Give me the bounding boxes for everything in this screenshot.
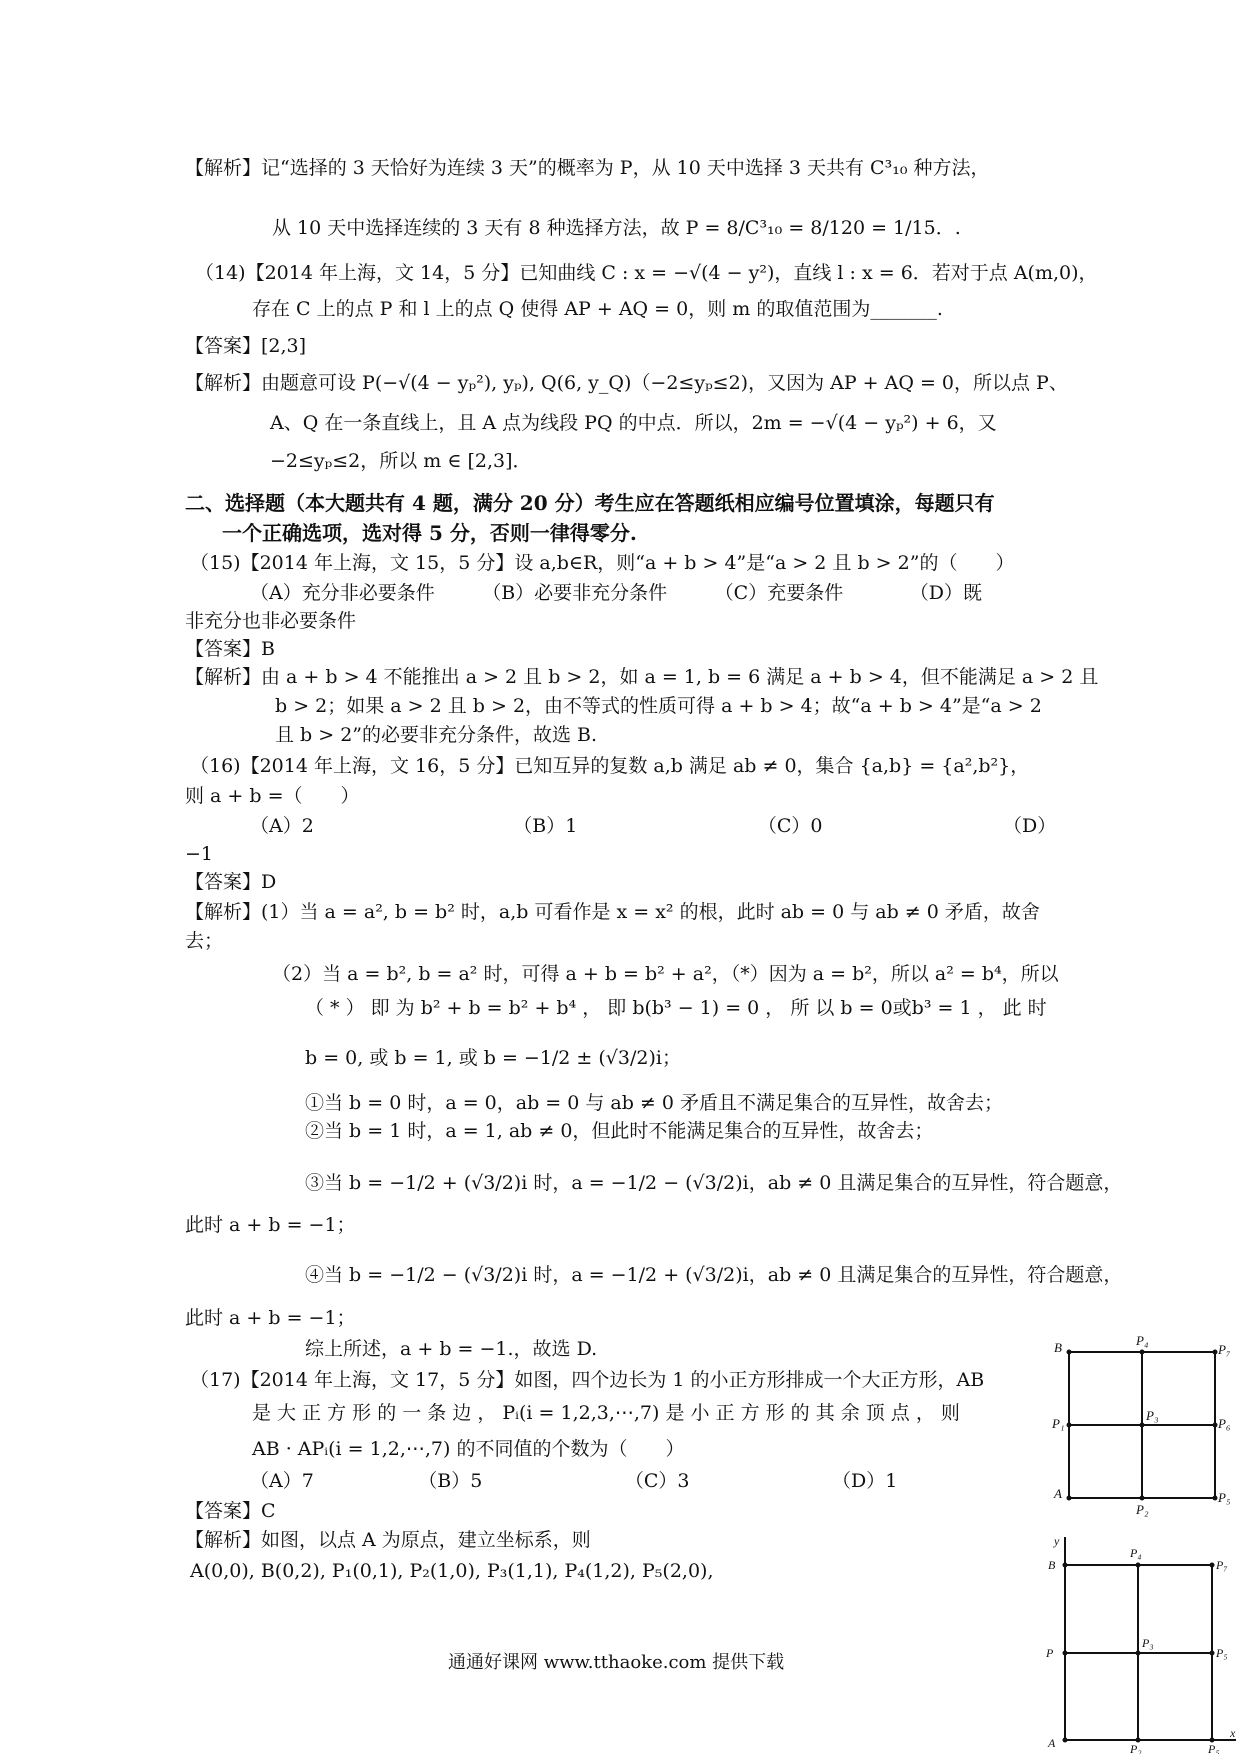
- text-line: 二、选择题（本大题共有 4 题，满分 20 分）考生应在答题纸相应编号位置填涂，每题只有: [185, 491, 995, 515]
- text-line: 【解析】由 a + b > 4 不能推出 a > 2 且 b > 2，如 a = 1, b = 6 满足 a + b > 4，但不能满足 a > 2 且: [185, 666, 1099, 688]
- page-footer: 通通好课网 www.tthaoke.com 提供下载: [448, 1652, 785, 1673]
- text-line: 【答案】C: [185, 1500, 276, 1522]
- text-line: 非充分也非必要条件: [185, 610, 357, 632]
- text-line: 此时 a + b = −1；: [185, 1307, 356, 1329]
- fig2-label-p: P: [1046, 1646, 1054, 1660]
- fig1-label-p4: P₄: [1136, 1333, 1149, 1348]
- fig1-label-p2: P₂: [1136, 1502, 1149, 1517]
- fig1-label-a: A: [1054, 1486, 1062, 1501]
- fig2-label-a: A: [1048, 1736, 1056, 1750]
- text-line: 去；: [185, 930, 224, 952]
- text-line: （A）2 （B）1 （C）0 （D）: [250, 815, 1057, 837]
- text-line: 【解析】记“选择的 3 天恰好为连续 3 天”的概率为 P，从 10 天中选择 3 天共有 C³₁₀ 种方法，: [185, 157, 990, 179]
- text-line: （A）7 （B）5 （C）3 （D）1: [250, 1470, 898, 1492]
- fig1-label-p1: P₁: [1052, 1416, 1065, 1431]
- fig2-label-p7: P₇: [1216, 1558, 1228, 1572]
- fig2-label-p3: P₃: [1142, 1636, 1154, 1650]
- text-line: （17)【2014 年上海，文 17，5 分】如图，四个边长为 1 的小正方形排成一个大正方形，AB: [190, 1369, 985, 1391]
- text-line: （14)【2014 年上海，文 14，5 分】已知曲线 C : x = −√(4 − y²)，直线 l : x = 6．若对于点 A(m,0)，: [195, 262, 1098, 284]
- text-line: 【答案】[2,3]: [185, 335, 307, 357]
- text-line: 从 10 天中选择连续的 3 天有 8 种选择方法，故 P = 8/C³₁₀ = 8/120 = 1/15．.: [272, 217, 961, 239]
- text-line: 此时 a + b = −1；: [185, 1214, 356, 1236]
- text-line: 综上所述，a + b = −1.，故选 D.: [305, 1338, 598, 1360]
- text-line: −1: [185, 843, 214, 865]
- text-line: 【答案】B: [185, 638, 275, 660]
- fig1-label-p6: P₆: [1218, 1416, 1231, 1431]
- figure-coordinate-grid: [1040, 1535, 1240, 1754]
- text-line: b > 2；如果 a > 2 且 b > 2，由不等式的性质可得 a + b > 4；故“a + b > 4”是“a > 2: [275, 695, 1042, 717]
- fig1-label-p3: P₃: [1146, 1408, 1159, 1423]
- fig2-label-p5-mid: P₅: [1216, 1646, 1228, 1660]
- fig2-label-p5: P₅: [1208, 1742, 1220, 1754]
- fig2-label-p2: P₂: [1130, 1742, 1142, 1754]
- text-line: A(0,0), B(0,2), P₁(0,1), P₂(1,0), P₃(1,1), P₄(1,2), P₅(2,0),: [190, 1560, 714, 1582]
- text-line: A、Q 在一条直线上，且 A 点为线段 PQ 的中点．所以，2m = −√(4 − yₚ²) + 6，又: [270, 412, 997, 434]
- text-line: AB · APᵢ(i = 1,2,⋯,7) 的不同值的个数为（ ）: [252, 1438, 685, 1460]
- fig2-label-y: y: [1054, 1535, 1060, 1548]
- text-line: 【解析】如图，以点 A 为原点，建立坐标系，则: [185, 1529, 591, 1551]
- text-line: （15)【2014 年上海，文 15，5 分】设 a,b∈R，则“a + b > 4”是“a > 2 且 b > 2”的（ ）: [190, 552, 1015, 574]
- fig1-label-p7: P₇: [1218, 1342, 1231, 1357]
- fig1-label-p5: P₅: [1218, 1490, 1231, 1505]
- text-line: 存在 C 上的点 P 和 l 上的点 Q 使得 AP + AQ = 0，则 m 的取值范围为_______.: [252, 298, 943, 320]
- text-line: ①当 b = 0 时，a = 0，ab = 0 与 ab ≠ 0 矛盾且不满足集合的互异性，故舍去；: [305, 1092, 1004, 1114]
- text-line: （A）充分非必要条件 （B）必要非充分条件 （C）充要条件 （D）既: [250, 582, 982, 604]
- text-line: （2）当 a = b², b = a² 时，可得 a + b = b² + a²，（*）因为 a = b²，所以 a² = b⁴，所以: [272, 963, 1059, 985]
- text-line: （ * ） 即 为 b² + b = b² + b⁴ ， 即 b(b³ − 1) = 0 ， 所 以 b = 0或b³ = 1 ， 此 时: [305, 997, 1047, 1019]
- fig1-label-b: B: [1054, 1340, 1062, 1355]
- fig2-label-p4: P₄: [1130, 1546, 1142, 1560]
- text-line: −2≤yₚ≤2，所以 m ∈ [2,3]．: [270, 450, 532, 472]
- text-line: 一个正确选项，选对得 5 分，否则一律得零分.: [222, 521, 637, 545]
- text-line: ④当 b = −1/2 − (√3/2)i 时，a = −1/2 + (√3/2)i，ab ≠ 0 且满足集合的互异性，符合题意，: [305, 1264, 1123, 1286]
- text-line: 则 a + b =（ ）: [185, 785, 360, 807]
- text-line: b = 0, 或 b = 1, 或 b = −1/2 ± (√3/2)i；: [305, 1047, 681, 1069]
- text-line: 是 大 正 方 形 的 一 条 边 ， Pᵢ(i = 1,2,3,⋯,7) 是 小 正 方 形 的 其 余 顶 点 ， 则: [252, 1402, 960, 1424]
- fig2-label-b: B: [1048, 1558, 1056, 1572]
- figure-square-grid: [1050, 1330, 1235, 1520]
- text-line: 【解析】由题意可设 P(−√(4 − yₚ²), yₚ), Q(6, y_Q)（−2≤yₚ≤2)，又因为 AP + AQ = 0，所以点 P、: [185, 372, 1068, 394]
- text-line: ③当 b = −1/2 + (√3/2)i 时，a = −1/2 − (√3/2)i，ab ≠ 0 且满足集合的互异性，符合题意，: [305, 1172, 1123, 1194]
- fig2-label-x: x: [1230, 1726, 1236, 1740]
- text-line: ②当 b = 1 时，a = 1, ab ≠ 0，但此时不能满足集合的互异性，故舍去；: [305, 1120, 934, 1142]
- text-line: 【答案】D: [185, 871, 277, 893]
- text-line: （16)【2014 年上海，文 16，5 分】已知互异的复数 a,b 满足 ab ≠ 0，集合 {a,b} = {a²,b²}，: [190, 755, 1030, 777]
- text-line: 【解析】(1）当 a = a², b = b² 时，a,b 可看作是 x = x² 的根，此时 ab = 0 与 ab ≠ 0 矛盾，故舍: [185, 901, 1040, 923]
- text-line: 且 b > 2”的必要非充分条件，故选 B.: [275, 724, 598, 746]
